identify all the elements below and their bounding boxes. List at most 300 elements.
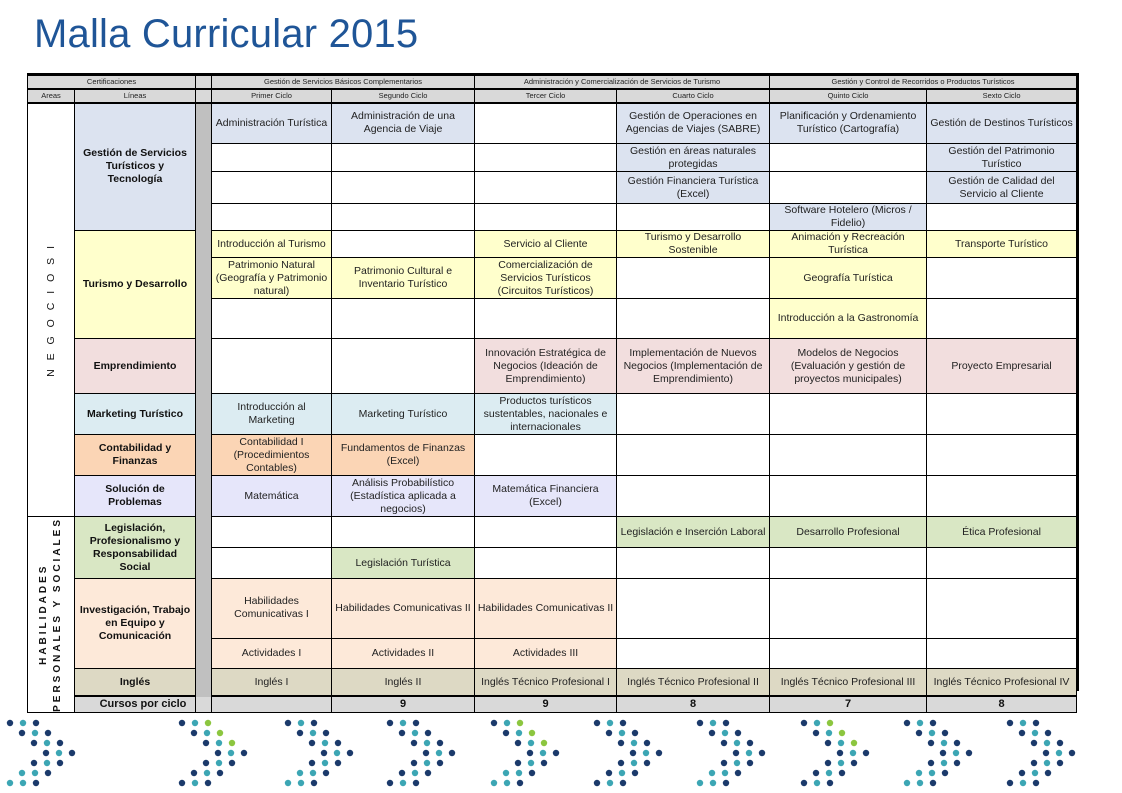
decor-dot <box>825 760 831 766</box>
course-cell: Análisis Probabilístico (Estadística aplicada a negocios) <box>332 476 475 517</box>
decor-dot <box>954 760 960 766</box>
decor-dot <box>310 770 316 776</box>
decor-dot <box>437 760 443 766</box>
linea-solucion: Solución de Problemas <box>75 476 196 517</box>
course-cell: Administración de una Agencia de Viaje <box>332 103 475 144</box>
course-cell: Actividades I <box>212 638 332 668</box>
course-cell: Inglés II <box>332 668 475 696</box>
empty-cell <box>770 394 927 435</box>
course-row <box>28 668 1077 696</box>
decor-dot <box>217 770 223 776</box>
decor-dot <box>423 750 429 756</box>
decor-dot <box>851 740 857 746</box>
gap-column <box>196 89 212 103</box>
decor-dot <box>630 750 636 756</box>
decor-dot <box>723 780 729 786</box>
decor-dot <box>697 780 703 786</box>
course-row <box>28 435 1077 476</box>
area-habilidades <box>28 517 75 713</box>
course-row <box>28 476 1077 517</box>
empty-cell <box>332 339 475 394</box>
decor-dot <box>1032 770 1038 776</box>
decor-dot <box>19 730 25 736</box>
decor-dot <box>594 780 600 786</box>
area-negocios-label: N E G O C I O S I <box>45 242 57 377</box>
cycles-header-row <box>28 89 1077 103</box>
courses-per-cycle-row <box>28 696 1077 712</box>
empty-cell <box>475 435 617 476</box>
empty-cell <box>927 435 1077 476</box>
empty-cell <box>332 172 475 204</box>
empty-cell <box>475 299 617 339</box>
course-row <box>28 231 1077 258</box>
course-cell: Contabilidad I (Procedimientos Contables) <box>212 435 332 476</box>
course-cell: Gestión de Operaciones en Agencias de Viajes (SABRE) <box>617 103 770 144</box>
course-cell: Matemática <box>212 476 332 517</box>
decor-dot <box>504 720 510 726</box>
decor-dot <box>1045 770 1051 776</box>
decor-dot <box>644 740 650 746</box>
empty-cell <box>475 548 617 579</box>
decor-dot <box>323 770 329 776</box>
decor-dot <box>710 780 716 786</box>
empty-cell <box>212 204 332 231</box>
decor-dot <box>747 740 753 746</box>
decor-dot <box>425 730 431 736</box>
course-cell: Introducción al Marketing <box>212 394 332 435</box>
decor-dot <box>529 770 535 776</box>
decor-dot <box>839 770 845 776</box>
curriculum-table <box>27 73 1077 713</box>
decor-dot <box>721 760 727 766</box>
decor-dot <box>44 760 50 766</box>
decor-dot <box>618 760 624 766</box>
decor-dot <box>825 740 831 746</box>
decor-dot <box>527 750 533 756</box>
decor-dot <box>632 730 638 736</box>
decor-dot <box>839 730 845 736</box>
decor-dot <box>179 720 185 726</box>
decor-dot <box>1007 780 1013 786</box>
decor-dot <box>297 730 303 736</box>
linea-marketing: Marketing Turístico <box>75 394 196 435</box>
course-cell: Actividades II <box>332 638 475 668</box>
decor-dot <box>733 750 739 756</box>
decor-dot <box>722 730 728 736</box>
decor-dot <box>387 780 393 786</box>
decor-dot <box>298 780 304 786</box>
empty-cell <box>475 172 617 204</box>
decor-dot <box>1033 780 1039 786</box>
decor-dot <box>529 730 535 736</box>
decor-dot <box>826 730 832 736</box>
empty-cell <box>617 204 770 231</box>
course-count-cycle-2: 9 <box>475 696 617 712</box>
decor-dot <box>192 720 198 726</box>
course-cell: Modelos de Negocios (Evaluación y gestión de proyectos municipales) <box>770 339 927 394</box>
decor-dot <box>57 760 63 766</box>
decor-dot <box>57 740 63 746</box>
decor-dot <box>916 730 922 736</box>
decor-dot <box>917 780 923 786</box>
course-cell: Inglés I <box>212 668 332 696</box>
decor-dot <box>759 750 765 756</box>
decor-dot <box>297 770 303 776</box>
decor-dot <box>241 750 247 756</box>
decor-dot <box>1057 740 1063 746</box>
decor-dot <box>7 780 13 786</box>
course-row <box>28 339 1077 394</box>
empty-cell <box>770 638 927 668</box>
decor-dot <box>851 760 857 766</box>
decor-dot <box>1033 720 1039 726</box>
cycle-header-6: Sexto Ciclo <box>927 89 1077 103</box>
decor-dot <box>32 770 38 776</box>
empty-cell <box>770 548 927 579</box>
decor-dot <box>504 780 510 786</box>
decor-dot <box>203 740 209 746</box>
gap-column <box>196 103 212 713</box>
decor-dot <box>309 740 315 746</box>
decor-dot <box>321 750 327 756</box>
course-cell: Inglés Técnico Profesional IV <box>927 668 1077 696</box>
course-cell: Inglés Técnico Profesional III <box>770 668 927 696</box>
decor-dot <box>746 750 752 756</box>
course-cell: Comercialización de Servicios Turísticos (Circuitos Turísticos) <box>475 258 617 299</box>
decor-dot <box>941 760 947 766</box>
decor-dot <box>19 770 25 776</box>
decor-dot <box>285 780 291 786</box>
decor-dot <box>310 730 316 736</box>
course-cell: Administración Turística <box>212 103 332 144</box>
empty-cell <box>212 517 332 548</box>
linea-ingles: Inglés <box>75 668 196 696</box>
decor-dot <box>813 730 819 736</box>
empty-cell <box>332 517 475 548</box>
linea-contabilidad: Contabilidad y Finanzas <box>75 435 196 476</box>
decor-dot <box>31 760 37 766</box>
decor-dot <box>917 720 923 726</box>
course-cell: Inglés Técnico Profesional I <box>475 668 617 696</box>
course-row <box>28 579 1077 639</box>
decor-dot <box>228 750 234 756</box>
decor-dot <box>656 750 662 756</box>
course-count-cycle-3: 8 <box>617 696 770 712</box>
course-cell: Inglés Técnico Profesional II <box>617 668 770 696</box>
course-cell: Gestión Financiera Turística (Excel) <box>617 172 770 204</box>
decor-dot <box>928 760 934 766</box>
decor-dot <box>298 720 304 726</box>
empty-cell <box>617 435 770 476</box>
decor-dot <box>517 720 523 726</box>
decor-dot <box>217 730 223 736</box>
decor-dot <box>553 750 559 756</box>
decor-dot <box>618 740 624 746</box>
decor-dot <box>709 770 715 776</box>
course-cell: Gestión de Destinos Turísticos <box>927 103 1077 144</box>
curriculum-table-container <box>27 73 1079 712</box>
decor-dot <box>335 760 341 766</box>
course-cell: Ética Profesional <box>927 517 1077 548</box>
decor-dot <box>850 750 856 756</box>
decor-dot <box>528 740 534 746</box>
course-cell: Transporte Turístico <box>927 231 1077 258</box>
course-cell: Marketing Turístico <box>332 394 475 435</box>
decor-dot <box>491 780 497 786</box>
course-count-cycle-4: 7 <box>770 696 927 712</box>
course-cell: Fundamentos de Finanzas (Excel) <box>332 435 475 476</box>
empty-cell <box>770 579 927 639</box>
decor-dot <box>620 780 626 786</box>
empty-cell <box>332 204 475 231</box>
decor-dot <box>709 730 715 736</box>
decor-dot <box>826 770 832 776</box>
empty-cell <box>332 144 475 172</box>
decor-dot <box>191 770 197 776</box>
decor-dot <box>45 730 51 736</box>
decor-dot <box>437 740 443 746</box>
empty-cell <box>617 258 770 299</box>
decor-dot <box>425 770 431 776</box>
decor-dot <box>904 720 910 726</box>
linea-investigacion: Investigación, Trabajo en Equipo y Comunicación <box>75 579 196 669</box>
decor-dot <box>631 740 637 746</box>
course-row <box>28 103 1077 144</box>
decor-dot <box>20 780 26 786</box>
decor-dot <box>309 760 315 766</box>
course-cell: Habilidades Comunicativas II <box>332 579 475 639</box>
decor-dot <box>424 760 430 766</box>
course-cell: Gestión de Calidad del Servicio al Cliente <box>927 172 1077 204</box>
decor-dot <box>1043 750 1049 756</box>
gap-column <box>196 75 212 89</box>
empty-cell <box>212 144 332 172</box>
course-count-cycle-5: 8 <box>927 696 1077 712</box>
decor-dot <box>827 720 833 726</box>
decor-dot <box>33 780 39 786</box>
empty-cell <box>475 103 617 144</box>
courses-per-cycle-label: Cursos por ciclo <box>75 696 212 712</box>
linea-turismo: Turismo y Desarrollo <box>75 231 196 339</box>
decor-dot <box>7 720 13 726</box>
decor-dot <box>966 750 972 756</box>
course-cell: Patrimonio Cultural e Inventario Turístico <box>332 258 475 299</box>
empty-cell <box>617 299 770 339</box>
decor-dot <box>413 780 419 786</box>
empty-cell <box>927 394 1077 435</box>
course-cell: Matemática Financiera (Excel) <box>475 476 617 517</box>
decor-dot <box>928 740 934 746</box>
decor-dot <box>540 750 546 756</box>
course-cell: Animación y Recreación Turística <box>770 231 927 258</box>
course-cell: Planificación y Ordenamiento Turístico (Cartografía) <box>770 103 927 144</box>
decor-dot <box>954 740 960 746</box>
course-cell: Gestión del Patrimonio Turístico <box>927 144 1077 172</box>
decor-dot <box>904 780 910 786</box>
decor-dot <box>503 770 509 776</box>
empty-cell <box>927 204 1077 231</box>
linea-gestion: Gestión de Servicios Turísticos y Tecnología <box>75 103 196 231</box>
decor-dot <box>436 750 442 756</box>
decor-dot <box>229 740 235 746</box>
decor-dot <box>735 770 741 776</box>
decor-dot <box>44 740 50 746</box>
course-cell: Geografía Turística <box>770 258 927 299</box>
area-habilidades-label: HABILIDADES PERSONALES Y SOCIALES <box>38 517 63 712</box>
decor-dot <box>45 770 51 776</box>
cycle-header-3: Tercer Ciclo <box>475 89 617 103</box>
empty-cell <box>927 258 1077 299</box>
decor-dot <box>814 780 820 786</box>
empty-cell <box>212 548 332 579</box>
empty-cell <box>617 476 770 517</box>
certification-2: Administración y Comercialización de Servicios de Turismo <box>475 75 770 89</box>
course-cell: Legislación e Inserción Laboral <box>617 517 770 548</box>
empty-cell <box>770 144 927 172</box>
decor-dot <box>400 780 406 786</box>
course-cell: Patrimonio Natural (Geografía y Patrimonio natural) <box>212 258 332 299</box>
decor-dot <box>606 730 612 736</box>
decor-dot <box>516 730 522 736</box>
decor-dot <box>20 720 26 726</box>
decor-dot <box>179 780 185 786</box>
course-cell: Turismo y Desarrollo Sostenible <box>617 231 770 258</box>
decor-dot <box>594 720 600 726</box>
decor-dot <box>607 780 613 786</box>
decor-dot <box>1020 780 1026 786</box>
decor-dot <box>69 750 75 756</box>
areas-header: Areas <box>28 89 75 103</box>
decor-dot <box>322 740 328 746</box>
decor-dot <box>620 720 626 726</box>
decor-dot <box>837 750 843 756</box>
decor-dot <box>204 730 210 736</box>
empty-cell <box>212 172 332 204</box>
cycle-header-4: Cuarto Ciclo <box>617 89 770 103</box>
decor-dot <box>929 770 935 776</box>
cycle-header-5: Quinto Ciclo <box>770 89 927 103</box>
chevron-dots-decoration <box>0 712 1122 793</box>
decor-dot <box>916 770 922 776</box>
decor-dot <box>814 720 820 726</box>
decor-dot <box>607 720 613 726</box>
decor-dot <box>827 780 833 786</box>
decor-dot <box>942 730 948 736</box>
course-cell: Desarrollo Profesional <box>770 517 927 548</box>
decor-dot <box>722 770 728 776</box>
decor-dot <box>734 760 740 766</box>
decor-dot <box>1019 770 1025 776</box>
empty-cell <box>927 579 1077 639</box>
decor-dot <box>735 730 741 736</box>
decor-dot <box>541 760 547 766</box>
decor-dot <box>813 770 819 776</box>
course-row <box>28 517 1077 548</box>
empty-cell <box>617 548 770 579</box>
empty-cell <box>617 394 770 435</box>
decor-dot <box>1031 760 1037 766</box>
course-cell: Introducción a la Gastronomía <box>770 299 927 339</box>
decor-dot <box>619 730 625 736</box>
certificaciones-label: Certificaciones <box>28 75 196 89</box>
course-cell: Actividades III <box>475 638 617 668</box>
decor-dot <box>838 740 844 746</box>
decor-dot <box>387 720 393 726</box>
course-cell: Habilidades Comunicativas I <box>212 579 332 639</box>
linea-emprendimiento: Emprendimiento <box>75 339 196 394</box>
empty-cell <box>212 299 332 339</box>
decor-dot <box>1045 730 1051 736</box>
decor-dot <box>191 730 197 736</box>
decor-dot <box>33 720 39 726</box>
empty-cell <box>770 435 927 476</box>
decor-dot <box>216 740 222 746</box>
decor-dot <box>411 740 417 746</box>
decor-dot <box>697 720 703 726</box>
decor-dot <box>311 720 317 726</box>
empty-cell <box>927 476 1077 517</box>
decor-dot <box>491 720 497 726</box>
decor-dot <box>953 750 959 756</box>
course-count-cycle-1: 9 <box>332 696 475 712</box>
linea-legislacion: Legislación, Profesionalismo y Responsabilidad Social <box>75 517 196 579</box>
decor-dot <box>322 760 328 766</box>
area-negocios <box>28 103 75 517</box>
decor-dot <box>643 750 649 756</box>
certifications-header-row <box>28 75 1077 89</box>
course-cell: Implementación de Nuevos Negocios (Implementación de Emprendimiento) <box>617 339 770 394</box>
decor-dot <box>863 750 869 756</box>
course-cell: Servicio al Cliente <box>475 231 617 258</box>
decor-dot <box>1020 720 1026 726</box>
empty-cell <box>617 638 770 668</box>
decor-dot <box>503 730 509 736</box>
decor-dot <box>929 730 935 736</box>
decor-dot <box>710 720 716 726</box>
decor-dot <box>323 730 329 736</box>
course-cell: Legislación Turística <box>332 548 475 579</box>
decor-dot <box>940 750 946 756</box>
decor-dot <box>721 740 727 746</box>
decor-dot <box>399 730 405 736</box>
decor-dot <box>1007 720 1013 726</box>
empty-cell <box>927 299 1077 339</box>
empty-cell <box>212 339 332 394</box>
course-row <box>28 394 1077 435</box>
empty-cell <box>617 579 770 639</box>
empty-cell <box>475 204 617 231</box>
decor-dot <box>606 770 612 776</box>
decor-dot <box>1056 750 1062 756</box>
decor-dot <box>32 730 38 736</box>
decor-dot <box>1044 740 1050 746</box>
decor-dot <box>516 770 522 776</box>
decor-dot <box>517 780 523 786</box>
course-cell: Productos turísticos sustentables, nacionales e internacionales <box>475 394 617 435</box>
decor-dot <box>412 770 418 776</box>
decor-dot <box>1031 740 1037 746</box>
decor-dot <box>229 760 235 766</box>
decor-dot <box>203 760 209 766</box>
certification-1: Gestión de Servicios Básicos Complementarios <box>212 75 475 89</box>
decor-dot <box>1019 730 1025 736</box>
decor-dot <box>541 740 547 746</box>
decor-dot <box>347 750 353 756</box>
decor-dot <box>400 720 406 726</box>
course-cell: Innovación Estratégica de Negocios (Ideación de Emprendimiento) <box>475 339 617 394</box>
empty-cell <box>770 172 927 204</box>
empty-cell <box>770 476 927 517</box>
